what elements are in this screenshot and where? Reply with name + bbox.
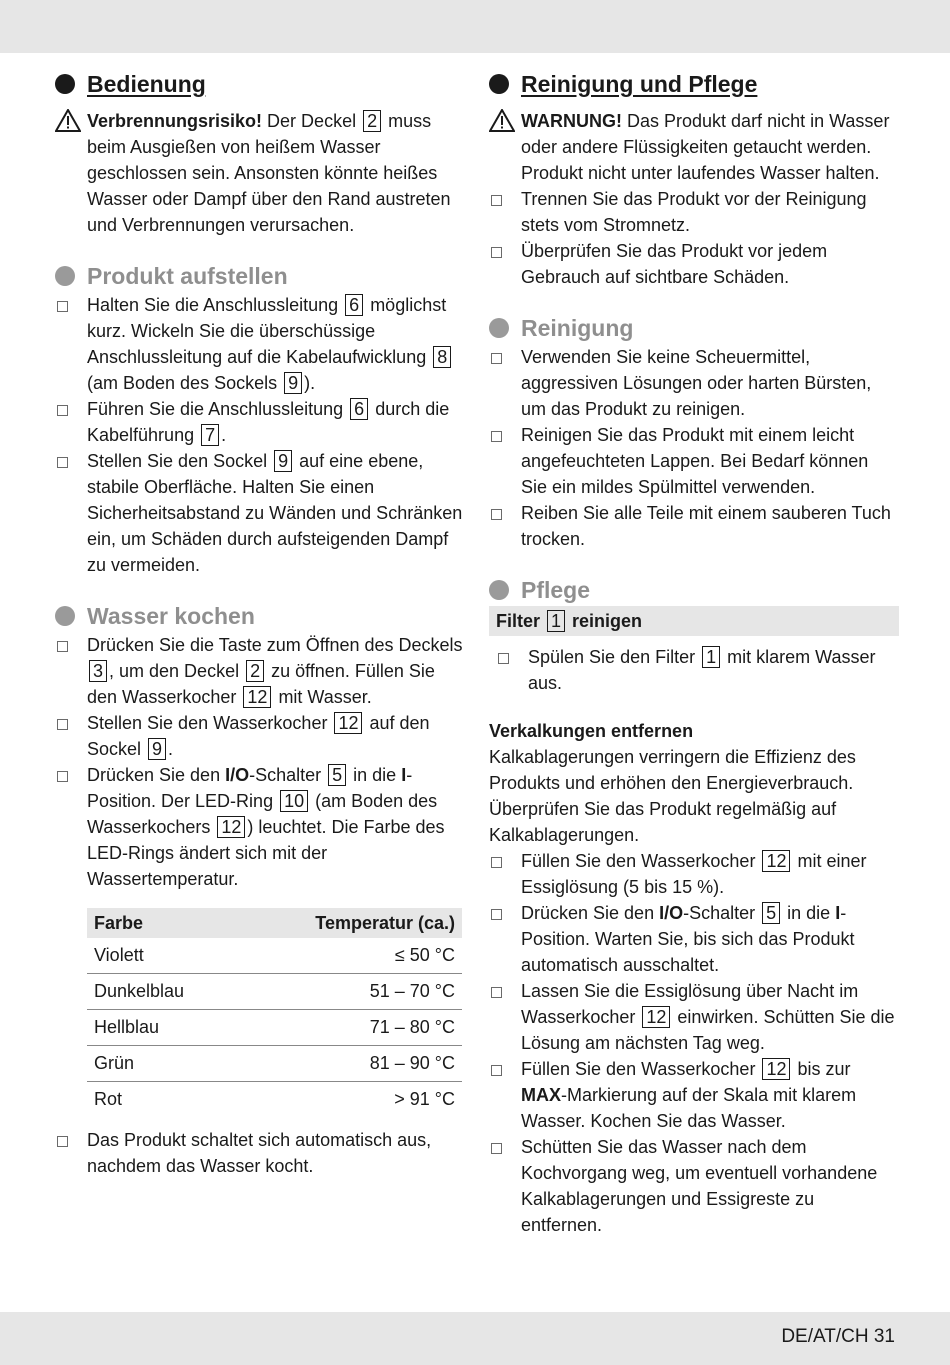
list-item: Drücken Sie den I/O-Schalter 5 in die I-Position. Warten Sie, bis sich das Produkt automatisch ausschaltet. <box>489 900 899 978</box>
table-header: Temperatur (ca.) <box>238 908 462 938</box>
list-item: Reiben Sie alle Teile mit einem sauberen Tuch trocken. <box>489 500 899 552</box>
table-cell: Rot <box>94 1089 123 1109</box>
part-number: 12 <box>762 850 790 872</box>
section-heading-reinigung-pflege: Reinigung und Pflege <box>489 68 899 100</box>
part-number: 8 <box>433 346 451 368</box>
table-row <box>87 1082 462 1118</box>
part-number: 1 <box>547 610 565 632</box>
checkbox-bullet-icon <box>57 405 68 416</box>
bullet-dot-icon <box>55 74 75 94</box>
water-warning: WARNUNG! Das Produkt darf nicht in Wasser oder andere Flüssigkeiten getaucht werden. Produkt nicht unter laufendes Wasser halten. <box>489 108 899 186</box>
table-row <box>87 974 462 1010</box>
list-item: Trennen Sie das Produkt vor der Reinigung stets vom Stromnetz. <box>489 186 899 238</box>
part-number: 12 <box>762 1058 790 1080</box>
checkbox-bullet-icon <box>57 771 68 782</box>
checkbox-bullet-icon <box>491 857 502 868</box>
list-item: Spülen Sie den Filter 1 mit klarem Wasser aus. <box>496 644 899 696</box>
table-cell: ≤ 50 °C <box>238 938 462 974</box>
bullet-dot-icon <box>489 318 509 338</box>
list-item: Schütten Sie das Wasser nach dem Kochvorgang weg, um eventuell vorhandene Kalkablagerungen und Essigreste zu entfernen. <box>489 1134 899 1238</box>
header-band <box>0 0 950 53</box>
table-row <box>87 938 462 974</box>
list-item: Drücken Sie die Taste zum Öffnen des Deckels 3 , um den Deckel 2 zu öffnen. Füllen Sie den Wasserkocher 12 mit Wasser. <box>55 632 465 710</box>
table-cell: Hellblau <box>87 1010 238 1046</box>
table-cell: 51 – 70 °C <box>238 974 462 1010</box>
descaling-list <box>489 848 899 1238</box>
checkbox-bullet-icon <box>491 909 502 920</box>
filter-subheading: Filter 1 reinigen <box>489 606 899 636</box>
bullet-dot-icon <box>55 606 75 626</box>
part-number: 9 <box>274 450 292 472</box>
table-cell: 81 – 90 °C <box>238 1046 462 1082</box>
checkbox-bullet-icon <box>57 719 68 730</box>
led-color-table <box>87 908 462 1117</box>
left-column <box>55 68 465 1179</box>
section-heading-reinigung: Reinigung <box>489 312 899 344</box>
pflege-general-list <box>489 186 899 290</box>
list-item: Das Produkt schaltet sich automatisch aus, nachdem das Wasser kocht. <box>55 1127 465 1179</box>
warning-triangle-icon <box>489 109 515 132</box>
checkbox-bullet-icon <box>491 353 502 364</box>
checkbox-bullet-icon <box>491 247 502 258</box>
table-header: Farbe <box>87 908 238 938</box>
checkbox-bullet-icon <box>57 301 68 312</box>
part-number: 12 <box>243 686 271 708</box>
aufstellen-list <box>55 292 465 578</box>
table-row <box>87 1010 462 1046</box>
list-item: Stellen Sie den Wasserkocher 12 auf den Sockel 9 . <box>55 710 465 762</box>
part-number: 12 <box>642 1006 670 1028</box>
checkbox-bullet-icon <box>491 987 502 998</box>
part-number: 10 <box>280 790 308 812</box>
part-number: 9 <box>148 738 166 760</box>
checkbox-bullet-icon <box>57 641 68 652</box>
table-cell: Dunkelblau <box>87 974 238 1010</box>
descaling-intro: Kalkablagerungen verringern die Effizienz des Produkts und erhöhen den Energieverbrauch. Überprüfen Sie das Produkt regelmäßig auf Kalkablagerungen. <box>489 747 856 845</box>
list-item: Halten Sie die Anschlussleitung 6 möglichst kurz. Wickeln Sie die überschüssige Anschlussleitung auf die Kabelaufwicklung 8 (am Boden des Sockels 9 ). <box>55 292 465 396</box>
bullet-dot-icon <box>489 580 509 600</box>
right-column <box>489 68 899 1238</box>
table-header-row <box>87 908 462 938</box>
descaling-heading: Verkalkungen entfernen <box>489 721 694 741</box>
table-cell: 71 – 80 °C <box>238 1010 462 1046</box>
table-cell: Violett <box>87 938 238 974</box>
page-number: DE/AT/CH 31 <box>781 1326 895 1347</box>
checkbox-bullet-icon <box>498 653 509 664</box>
checkbox-bullet-icon <box>491 509 502 520</box>
table-row <box>87 1046 462 1082</box>
checkbox-bullet-icon <box>491 195 502 206</box>
part-number: 2 <box>246 660 264 682</box>
bullet-dot-icon <box>55 266 75 286</box>
list-item: Füllen Sie den Wasserkocher 12 mit einer Essiglösung (5 bis 15 %). <box>489 848 899 900</box>
checkbox-bullet-icon <box>57 1136 68 1147</box>
section-heading-wasser-kochen: Wasser kochen <box>55 600 465 632</box>
part-number: 5 <box>328 764 346 786</box>
list-item: Reinigen Sie das Produkt mit einem leicht angefeuchteten Lappen. Bei Bedarf können Sie ein mildes Spülmittel verwenden. <box>489 422 899 500</box>
checkbox-bullet-icon <box>491 1143 502 1154</box>
kochen-list <box>55 632 465 892</box>
part-number: 2 <box>363 110 381 132</box>
checkbox-bullet-icon <box>57 457 68 468</box>
part-number: 6 <box>350 398 368 420</box>
part-number: 12 <box>217 816 245 838</box>
part-number: 6 <box>345 294 363 316</box>
section-heading-pflege: Pflege <box>489 574 899 606</box>
section-heading-aufstellen: Produkt aufstellen <box>55 260 465 292</box>
part-number: 9 <box>284 372 302 394</box>
checkbox-bullet-icon <box>491 1065 502 1076</box>
bullet-dot-icon <box>489 74 509 94</box>
list-item: Füllen Sie den Wasserkocher 12 bis zur MAX-Markierung auf der Skala mit klarem Wasser. Kochen Sie das Wasser. <box>489 1056 899 1134</box>
list-item: Lassen Sie die Essiglösung über Nacht im Wasserkocher 12 einwirken. Schütten Sie die Lösung am nächsten Tag weg. <box>489 978 899 1056</box>
warning-triangle-icon <box>55 109 81 132</box>
filter-list <box>489 644 899 696</box>
part-number: 12 <box>334 712 362 734</box>
part-number: 7 <box>201 424 219 446</box>
section-heading-bedienung: Bedienung <box>55 68 465 100</box>
list-item: Stellen Sie den Sockel 9 auf eine ebene, stabile Oberfläche. Halten Sie einen Sicherheitsabstand zu Wänden und Schränken ein, um Schäden durch aufsteigenden Dampf zu vermeiden. <box>55 448 465 578</box>
table-cell: > 91 °C <box>394 1089 455 1109</box>
list-item: Drücken Sie den I/O-Schalter 5 in die I-Position. Der LED-Ring 10 (am Boden des Wasserkochers 12 ) leuchtet. Die Farbe des LED-Rings ändert sich mit der Wassertemperatur. <box>55 762 465 892</box>
table-cell: Grün <box>87 1046 238 1082</box>
part-number: 1 <box>702 646 720 668</box>
list-item: Verwenden Sie keine Scheuermittel, aggressiven Lösungen oder harten Bürsten, um das Produkt zu reinigen. <box>489 344 899 422</box>
kochen-list-end <box>55 1127 465 1179</box>
checkbox-bullet-icon <box>491 431 502 442</box>
reinigung-list <box>489 344 899 552</box>
part-number: 5 <box>762 902 780 924</box>
part-number: 3 <box>89 660 107 682</box>
burn-warning: Verbrennungsrisiko! Der Deckel 2 muss beim Ausgießen von heißem Wasser geschlossen sein. Ansonsten könnte heißes Wasser oder Dampf über den Rand austreten und Verbrennungen verursachen. <box>55 108 465 238</box>
list-item: Überprüfen Sie das Produkt vor jedem Gebrauch auf sichtbare Schäden. <box>489 238 899 290</box>
list-item: Führen Sie die Anschlussleitung 6 durch die Kabelführung 7 . <box>55 396 465 448</box>
